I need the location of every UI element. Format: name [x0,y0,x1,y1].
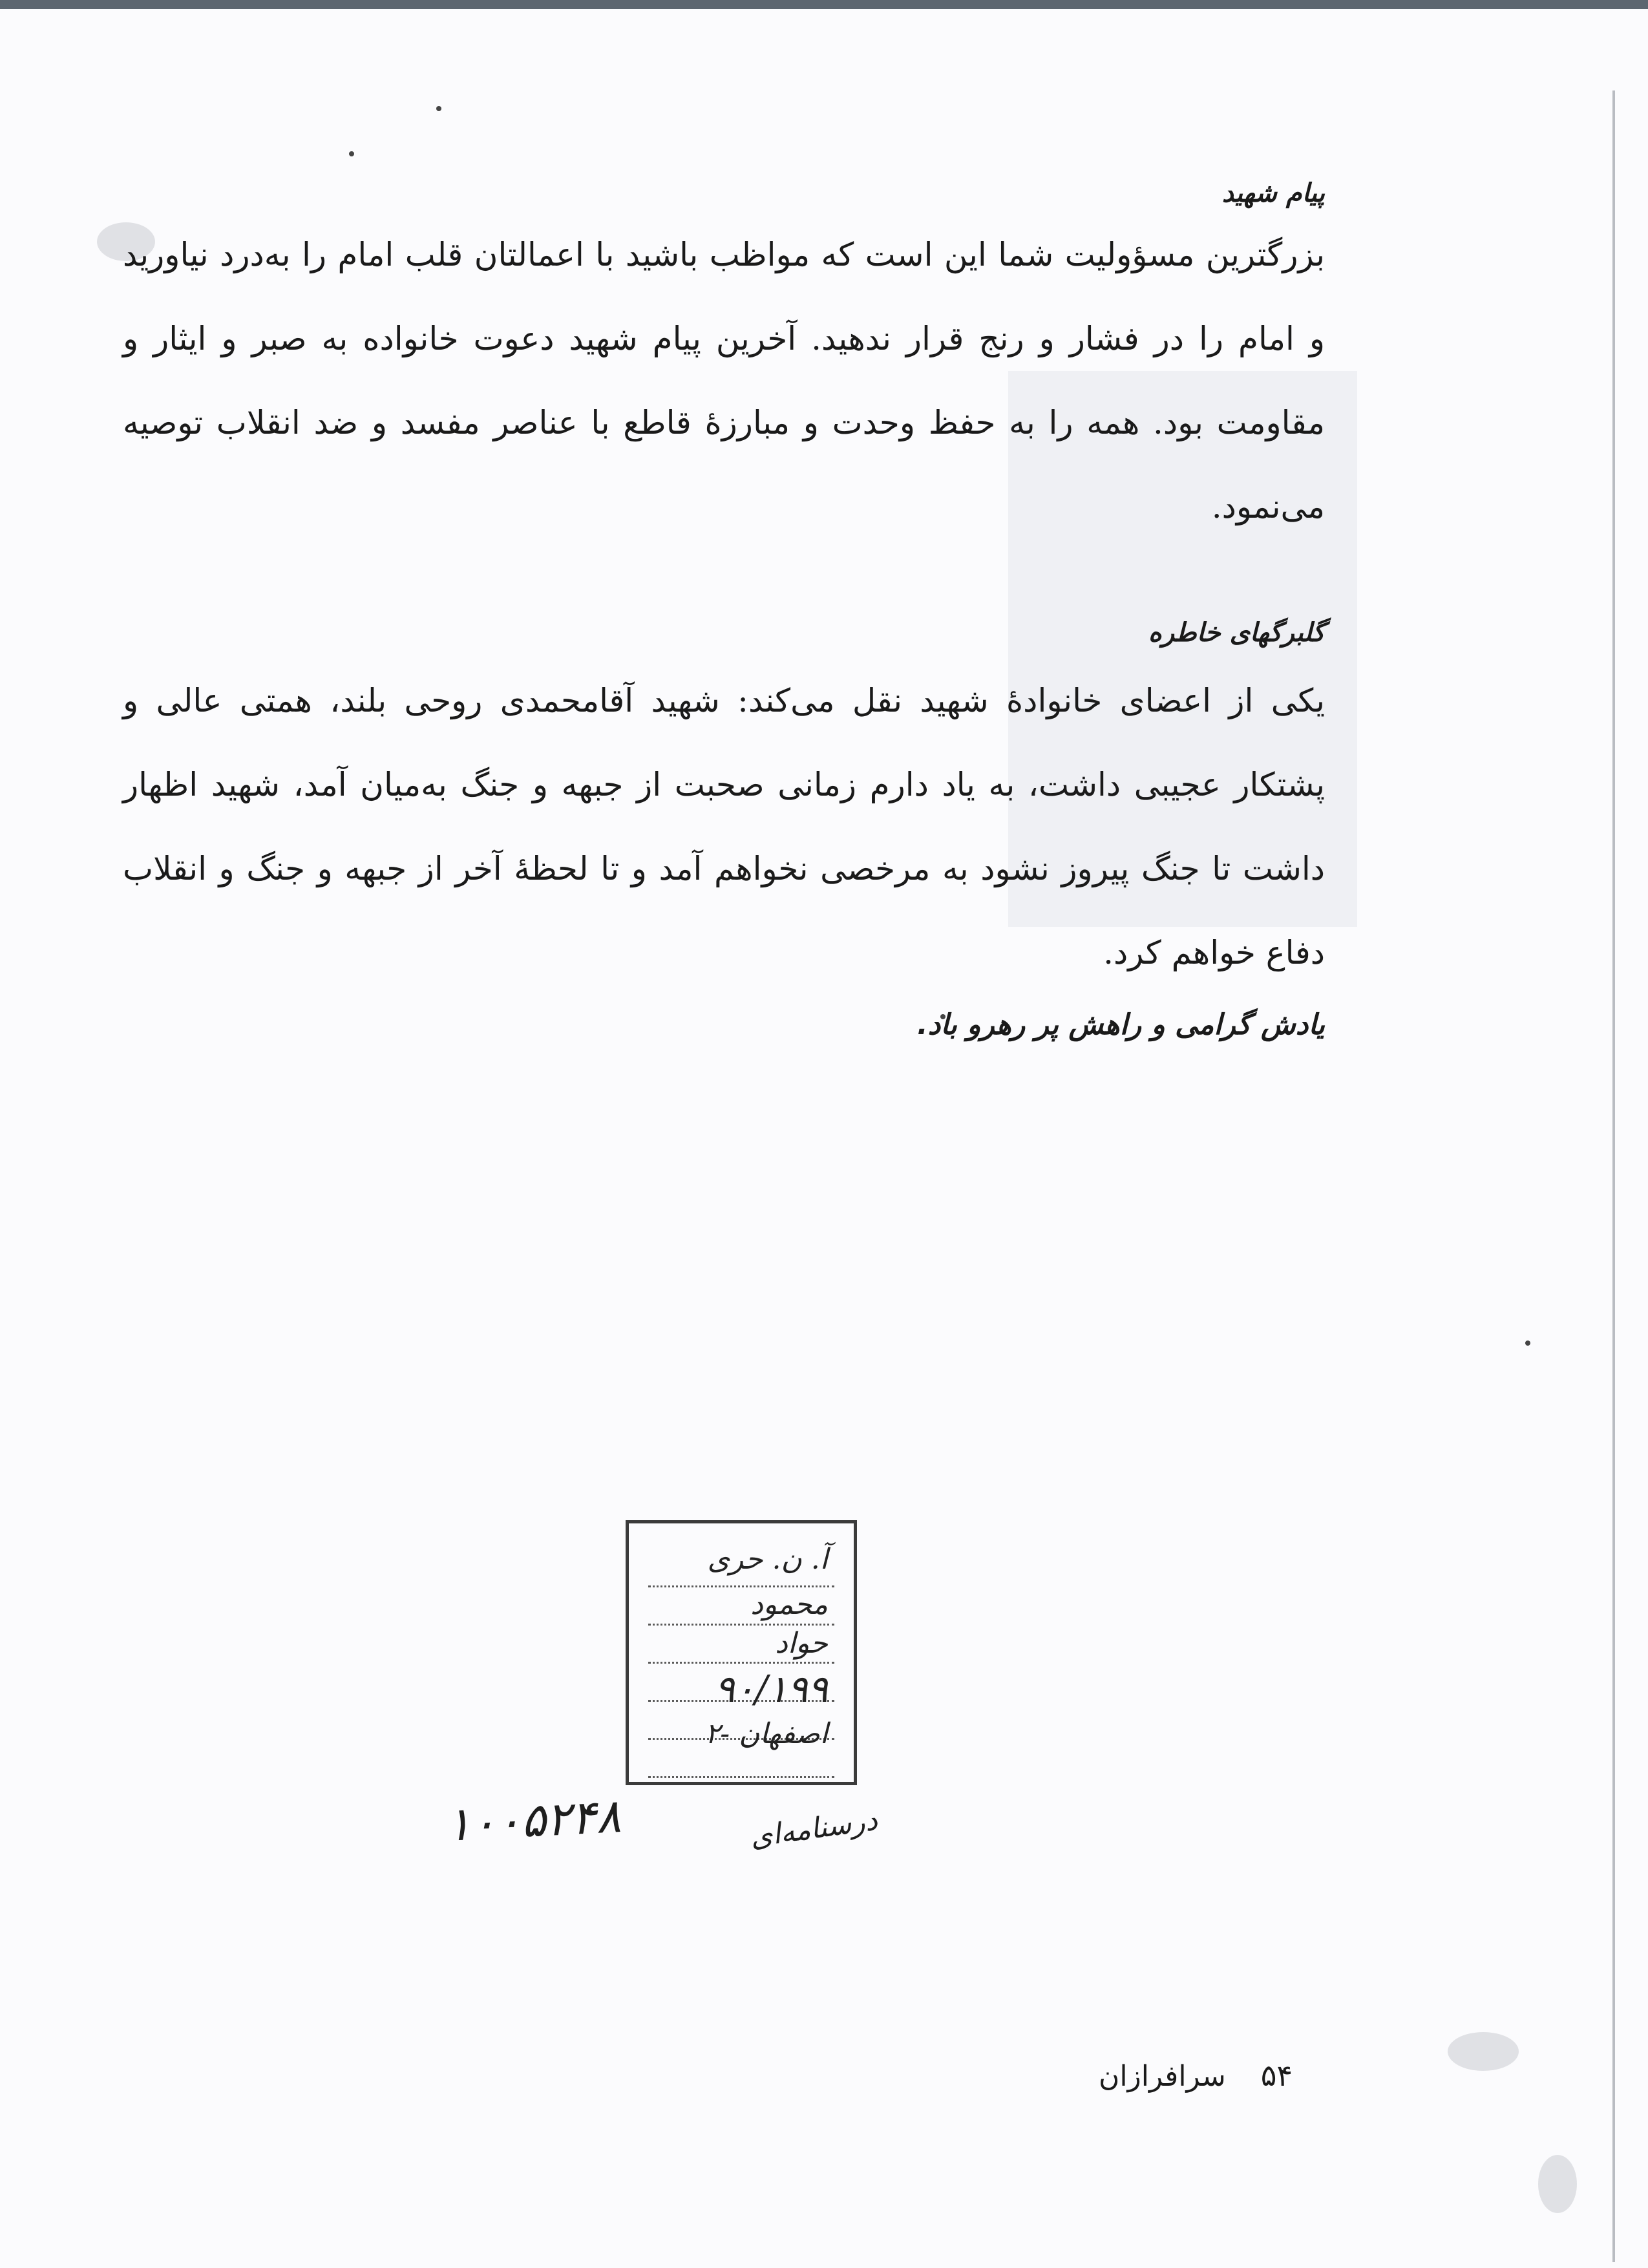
document-page [0,9,1648,2268]
scan-top-edge [0,0,1648,9]
section-heading-martyr-message: پیام شهید [1221,178,1325,208]
dust-speck [1525,1341,1530,1346]
smudge [1538,2155,1577,2213]
smudge [1448,2032,1519,2071]
stamp-line: محمود [750,1588,828,1621]
dust-speck [349,151,354,156]
page-footer [1099,2058,1293,2093]
page-number: ۵۴ [1260,2058,1293,2093]
section-paragraph-memories: یکی از اعضای خانوادهٔ شهید نقل می‌کند: شهید آقامحمدی روحی بلند، همتی عالی و پشتکار عجیبی داشت، به یاد دارم زمانی صحبت از جبهه و جنگ به‌میان آمد، شهید اظهار داشت تا جنگ پیروز نشود به مرخصی نخواهم آمد و تا لحظهٔ آخر از جبهه و جنگ و انقلاب دفاع خواهم کرد. [123,682,1325,971]
section-paragraph-martyr-message: بزرگترین مسؤولیت شما این است که مواظب باشید با اعمالتان قلب امام را به‌درد نیاورید و امام را در فشار و رنج قرار ندهید. آخرین پیام شهید دعوت خانواده به صبر و ایثار و مقاومت بود. همه را به حفظ وحدت و مبارزهٔ قاطع با عناصر مفسد و ضد انقلاب توصیه می‌نمود. [123,236,1325,525]
document-body [123,174,1325,1048]
section-heading-memories: گلبرگهای خاطره [1148,618,1325,648]
scan-right-edge [1612,90,1615,2262]
stamp-line: آ. ن. حری [707,1543,828,1576]
dust-speck [436,106,441,111]
handwritten-number: ۱۰۰۵۲۴۸ [444,1788,622,1852]
stamp-line: ۹۰/۱۹۹ [714,1667,828,1711]
stamp-line: حواد [775,1627,828,1660]
closing-line: یادش گرامی و راهش پر رهرو باد. [916,1008,1325,1041]
handwritten-note: درسنامه‌ای [748,1803,880,1854]
archive-stamp [626,1520,857,1785]
stamp-line: اصفهان -۲ [704,1717,828,1750]
book-title: سرافرازان [1099,2060,1226,2093]
